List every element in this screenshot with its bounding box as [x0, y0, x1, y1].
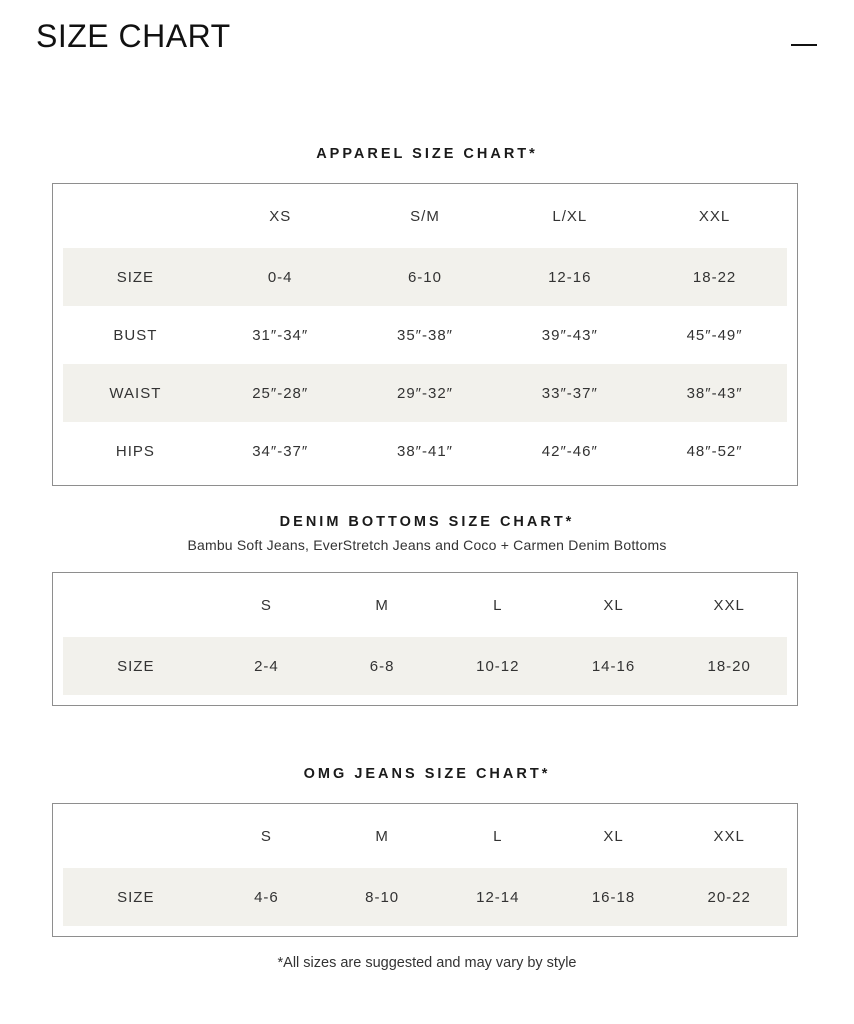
row-label: SIZE	[117, 888, 155, 906]
table-cell: 33″-37″	[541, 384, 598, 402]
row-label: SIZE	[116, 268, 155, 286]
header-cell-s: S	[260, 596, 272, 614]
table-cell: 16-18	[591, 888, 636, 906]
table-cell: 6-10	[407, 268, 442, 286]
header-cell-xxl: XXL	[713, 827, 745, 845]
table-cell: 6-8	[369, 657, 395, 675]
omg-chart-title: OMG JEANS SIZE CHART*	[303, 766, 551, 782]
row-label: WAIST	[109, 384, 162, 402]
table-cell: 31″-34″	[252, 326, 309, 344]
footnote: *All sizes are suggested and may vary by style	[277, 955, 577, 971]
table-cell: 12-14	[476, 888, 520, 906]
table-cell: 34″-37″	[252, 442, 309, 460]
table-cell: 4-6	[254, 888, 279, 906]
table-header-row	[63, 573, 787, 637]
table-row-size	[63, 248, 787, 306]
header-cell-xl: XL	[603, 827, 624, 845]
table-cell: 42″-46″	[541, 442, 598, 460]
table-cell: 10-12	[476, 657, 520, 675]
table-cell: 48″-52″	[686, 442, 743, 460]
header-cell-xs: XS	[269, 207, 292, 225]
header-cell-m: M	[375, 596, 389, 614]
row-label: SIZE	[117, 657, 155, 675]
table-cell: 18-22	[692, 268, 737, 286]
table-cell: 2-4	[254, 657, 279, 675]
table-cell: 20-22	[707, 888, 751, 906]
apparel-size-table	[52, 183, 798, 486]
table-cell: 0-4	[267, 268, 293, 286]
row-label: BUST	[113, 326, 158, 344]
header-cell-l: L	[493, 596, 503, 614]
table-cell: 25″-28″	[252, 384, 309, 402]
header-cell-xxl: XXL	[713, 596, 745, 614]
table-header-row	[63, 804, 787, 868]
header-cell-lxl: L/XL	[552, 207, 588, 225]
header-cell-l: L	[493, 827, 503, 845]
table-row-waist	[63, 364, 787, 422]
header-cell-xxl: XXL	[698, 207, 731, 225]
table-row-size	[63, 868, 787, 926]
table-cell: 45″-49″	[686, 326, 743, 344]
table-cell: 14-16	[591, 657, 636, 675]
header-cell-s: S	[260, 827, 272, 845]
row-label: HIPS	[115, 442, 155, 460]
collapse-button[interactable]	[789, 30, 819, 60]
table-header-row	[63, 184, 787, 248]
table-cell: 38″-43″	[686, 384, 743, 402]
table-cell: 38″-41″	[397, 442, 453, 460]
omg-size-table	[52, 803, 798, 937]
table-cell: 12-16	[548, 268, 592, 286]
header-cell-m: M	[375, 827, 389, 845]
table-row-hips	[63, 422, 787, 480]
denim-chart-subtitle: Bambu Soft Jeans, EverStretch Jeans and Coco + Carmen Denim Bottoms	[187, 537, 667, 553]
denim-chart-title: DENIM BOTTOMS SIZE CHART*	[279, 514, 575, 530]
table-cell: 18-20	[707, 657, 751, 675]
apparel-chart-title: APPAREL SIZE CHART*	[316, 146, 538, 162]
header-cell-sm: S/M	[410, 207, 440, 225]
header-cell-xl: XL	[603, 596, 624, 614]
denim-size-table	[52, 572, 798, 706]
table-row-size	[63, 637, 787, 695]
table-row-bust	[63, 306, 787, 364]
table-cell: 35″-38″	[397, 326, 453, 344]
table-cell: 39″-43″	[541, 326, 598, 344]
table-cell: 8-10	[365, 888, 400, 906]
minus-icon	[791, 44, 817, 46]
page-title: SIZE CHART	[36, 18, 231, 54]
table-cell: 29″-32″	[397, 384, 453, 402]
